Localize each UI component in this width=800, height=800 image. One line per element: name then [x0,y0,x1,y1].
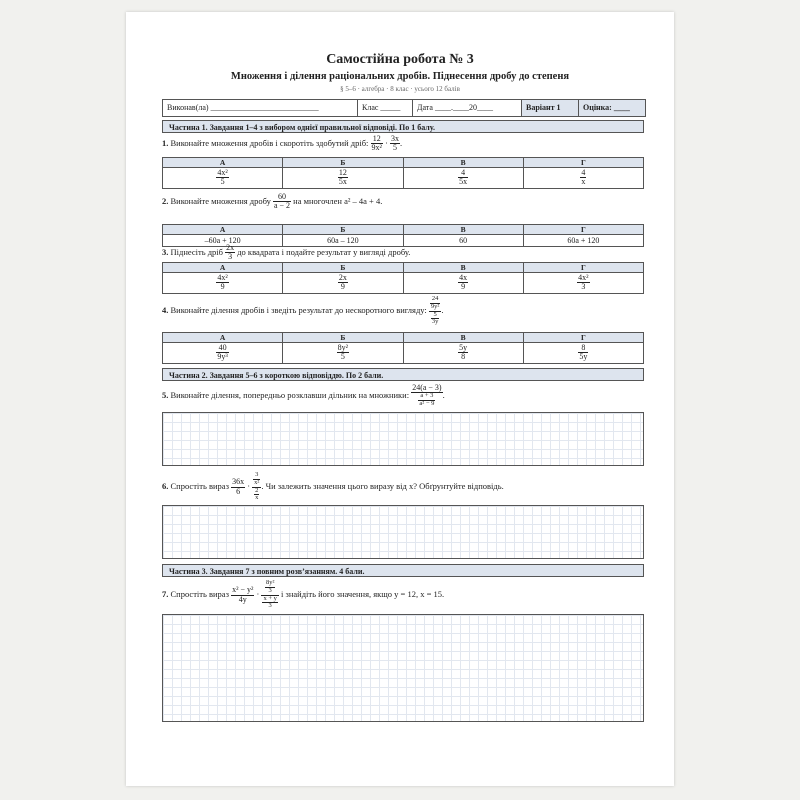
complex-fraction: $\frac{\frac{\text{8y²}}{3}}{\frac{x + y}{3}}$ [263,579,277,610]
student-info-row [162,99,646,117]
answer-box-6[interactable] [162,505,644,559]
answer-table-4: А Б В Г $\frac{40}{\text{9y³}}$ $\frac{\text{8y²}}{5}$ $\frac{5y}{8}$ $\frac{8}{5y}$ [162,332,644,364]
fraction: $\frac{60}{a - 2}$ [273,192,291,211]
date-field[interactable]: Дата ____.____20____ [413,100,522,116]
answer-option-a[interactable]: $\frac{40}{\text{9y³}}$ [163,343,283,364]
page-meta: § 5–6 · алгебра · 8 клас · усього 12 балів [340,85,460,93]
task-2: 2. Виконайте множення дробу $\frac{60}{a - 2}$ на многочлен a² – 4a + 4. [162,192,383,211]
complex-fraction: $\frac{24(a - 3)}{\frac{a + 3}{\text{a² − 9}}}$ [412,383,442,408]
answer-table-1: А Б В Г $\frac{\text{4x²}}{5}$ $\frac{12}{5x}$ $\frac{4}{5x}$ $\frac{4}{x}$ [162,157,644,189]
answer-option-b[interactable]: $\frac{2x}{9}$ [283,273,403,294]
answer-option-d[interactable]: $\frac{4}{x}$ [523,168,643,189]
answer-option-d[interactable]: 60a + 120 [523,235,643,247]
answer-option-c[interactable]: $\frac{4x}{9}$ [403,273,523,294]
task-number: 1. [162,137,169,148]
fraction: $\frac{12}{\text{9x²}}$ [371,134,382,153]
page-subtitle: Множення і ділення раціональних дробів. Піднесення дробу до степеня [230,71,570,82]
task-5: 5. Виконайте ділення, попередньо розклавши дільник на множники: $\frac{24(a - 3)}{\frac{a + 3}{\text{a² − 9}}}$ . [162,383,445,408]
answer-option-d[interactable]: $\frac{\text{4x²}}{3}$ [523,273,643,294]
answer-option-b[interactable]: 60a – 120 [283,235,403,247]
grade-field[interactable]: Оцінка: ____ [579,100,645,116]
answer-box-7[interactable] [162,614,644,722]
answer-option-a[interactable]: –60a + 120 [163,235,283,247]
complex-fraction: $\frac{\frac{24}{\text{9y²}}}{\frac{5}{3y}}$ [430,295,440,326]
page-title: Самостійна робота № 3 [326,52,474,67]
class-field[interactable]: Клас _____ [358,100,413,116]
complex-fraction: $\frac{\frac{3}{\text{x²}}}{\frac{2}{x}}$ [254,471,260,502]
task-7: 7. Спростіть вираз $\frac{\text{x² − y²}}{4y}$ · $\frac{\frac{\text{8y²}}{3}}{\frac{x + y}{3}}$ і знайдіть його значення, якщо y = 12, x = 15. [162,579,445,610]
fraction: $\frac{2x}{3}$ [226,243,235,262]
task-3: 3. Піднесіть дріб $\frac{2x}{3}$ до квадрата і подайте результат у вигляді дробу. [162,243,411,262]
answer-option-c[interactable]: 60 [403,235,523,247]
answer-option-d[interactable]: $\frac{8}{5y}$ [523,343,643,364]
answer-option-b[interactable]: $\frac{12}{5x}$ [283,168,403,189]
fraction: $\frac{\text{x² − y²}}{4y}$ [232,585,254,604]
section-part-3: Частина 3. Завдання 7 з повним розв’язанням. 4 бали. [162,564,644,577]
answer-option-a[interactable]: $\frac{\text{4x²}}{9}$ [163,273,283,294]
answer-box-5[interactable] [162,412,644,466]
section-part-1: Частина 1. Завдання 1–4 з вибором однієї правильної відповіді. По 1 балу. [162,120,644,133]
task-4: 4. Виконайте ділення дробів і зведіть результат до нескоротного вигляду: $\frac{\frac{24}{\text{9y²}}}{\frac{5}{3y}}$ . [162,295,444,326]
answer-option-b[interactable]: $\frac{\text{8y²}}{5}$ [283,343,403,364]
answer-option-c[interactable]: $\frac{5y}{8}$ [403,343,523,364]
worksheet-page [126,12,674,786]
task-1: 1. Виконайте множення дробів і скоротіть здобутий дріб: $\frac{12}{\text{9x²}}$ · $\frac{3x}{5}$ . [162,134,403,153]
section-part-2: Частина 2. Завдання 5–6 з короткою відповіддю. По 2 бали. [162,368,644,381]
answer-table-3: А Б В Г $\frac{\text{4x²}}{9}$ $\frac{2x}{9}$ $\frac{4x}{9}$ $\frac{\text{4x²}}{3}$ [162,262,644,294]
variant-label: Варіант 1 [522,100,579,116]
fraction: $\frac{36x}{6}$ [232,477,245,496]
answer-option-c[interactable]: $\frac{4}{5x}$ [403,168,523,189]
student-name-field[interactable]: Виконав(ла) ___________________________ [163,100,358,116]
task-6: 6. Спростіть вираз $\frac{36x}{6}$ · $\frac{\frac{3}{\text{x²}}}{\frac{2}{x}}$ . Чи залежить значення цього виразу від x? Обґрунтуйте відповідь. [162,471,504,502]
fraction: $\frac{3x}{5}$ [391,134,400,153]
answer-option-a[interactable]: $\frac{\text{4x²}}{5}$ [163,168,283,189]
answer-table-2: А Б В Г –60a + 120 60a – 120 60 60a + 120 [162,224,644,247]
task-text: Виконайте множення дробів і скоротіть здобутий дріб: [170,137,369,148]
